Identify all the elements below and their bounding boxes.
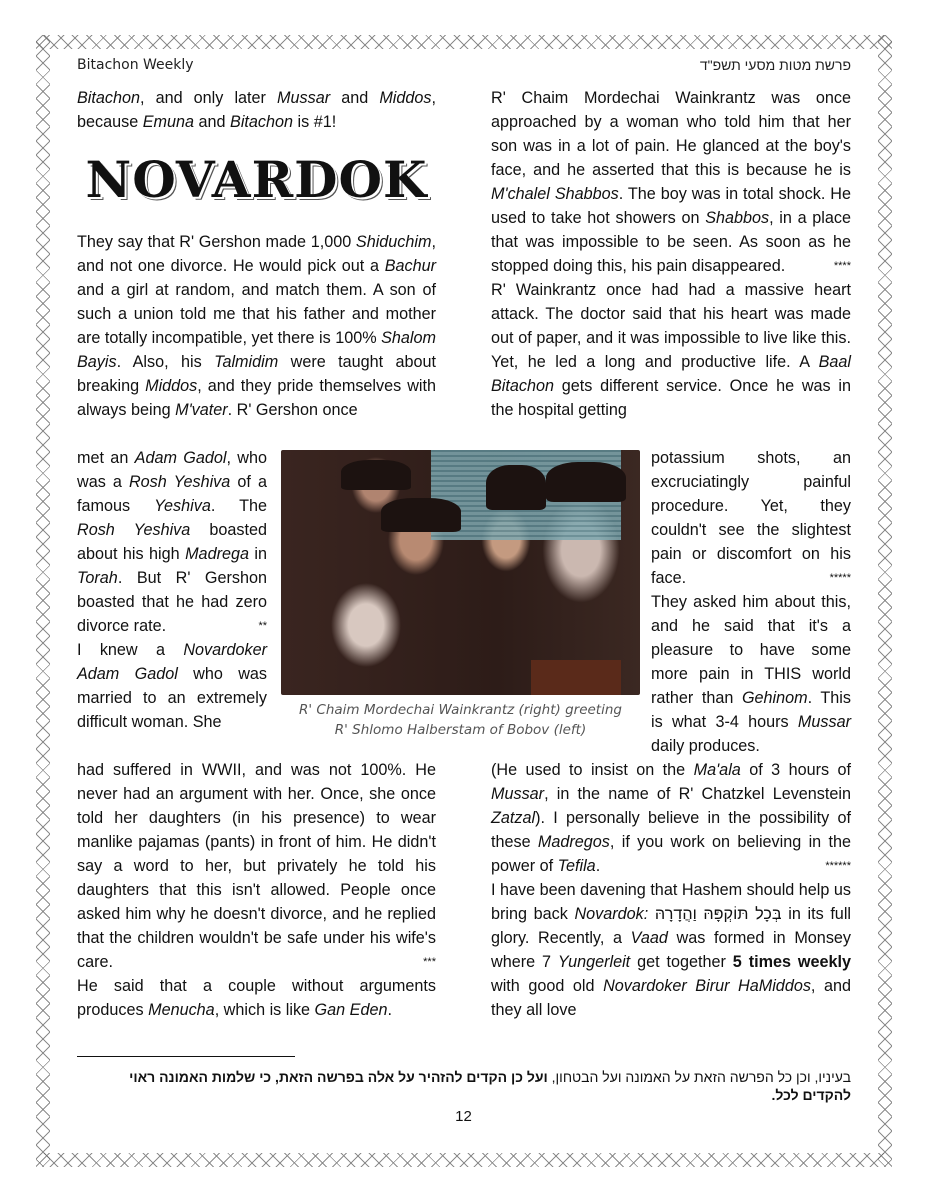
decorative-border-right — [878, 35, 892, 1167]
photo-book — [531, 660, 621, 695]
footnote — [77, 1068, 851, 1104]
right-paragraph-2: R' Wainkrantz once had had a massive heart attack. The doctor said that his heart was made out of paper, and it was impossible to live like this. Yet, he led a long and productive life. A Baal Bitachon gets different service. Once he was in the hospital getting — [491, 281, 851, 419]
separator-stars: ** — [258, 620, 267, 632]
separator-stars: ***** — [829, 572, 851, 584]
right-paragraph-3-cont: (He used to insist on the Ma'ala of 3 hours of Mussar, in the name of R' Chatzkel Levenstein Zatzal). I personally believe in the possibility of these Madregos, if you work on believing in the power of Tefila. — [491, 761, 851, 875]
separator-stars: *** — [423, 956, 436, 968]
caption-line-1: R' Chaim Mordechai Wainkrantz (right) greeting — [299, 702, 622, 718]
separator-stars: ****** — [825, 860, 851, 872]
photo-hat — [381, 498, 461, 532]
section-title: NOVARDOK — [85, 150, 428, 209]
photo-rabbis-greeting — [281, 450, 640, 695]
left-paragraph-1: They say that R' Gershon made 1,000 Shiduchim, and not one divorce. He would pick out a Bachur and a girl at random, and match them. A son of such a union told me that his father and mother are totally incompatible, yet there is 100% Shalom Bayis. Also, his Talmidim were taught about breaking Middos, and they pride themselves with always being M'vater. R' Gershon once — [77, 233, 437, 419]
caption-line-2: R' Shlomo Halberstam of Bobov (left) — [334, 722, 587, 738]
left-bottom-text — [77, 758, 436, 1022]
page-number: 12 — [455, 1108, 472, 1125]
right-paragraph-3: They asked him about this, and he said that it's a pleasure to have some more pain in THIS world rather than Gehinom. This is what 3-4 hours Mussar daily produces. — [651, 593, 851, 755]
left-narrow-column — [77, 446, 267, 734]
right-paragraph-1: R' Chaim Mordechai Wainkrantz was once approached by a woman who told him that her son was in a lot of pain. He glanced at the boy's face, and he asserted that this is because he is M'chalel Shabbos. The boy was in total shock. He used to take hot showers on Shabbos, in a place that was impossible to be seen. As soon as he stopped doing this, his pain disappeared. — [491, 89, 851, 275]
right-paragraph-2-cont: potassium shots, an excruciatingly painful procedure. Yet, they couldn't see the slightest pain or discomfort on his face. — [651, 449, 851, 587]
right-bottom-text — [491, 758, 851, 1022]
photo-hat — [546, 462, 626, 502]
photo-caption — [281, 700, 640, 740]
left-paragraph-2: I knew a Novardoker Adam Gadol who was married to an extremely difficult woman. She — [77, 641, 267, 731]
decorative-border-bottom — [36, 1153, 892, 1167]
right-top-text — [491, 86, 851, 422]
left-paragraph-3: He said that a couple without arguments produces Menucha, which is like Gan Eden. — [77, 977, 436, 1019]
left-paragraph-1-cont: met an Adam Gadol, who was a Rosh Yeshiva of a famous Yeshiva. The Rosh Yeshiva boasted about his high Madrega in Torah. But R' Gershon boasted that he had zero divorce rate. — [77, 449, 267, 635]
right-paragraph-4: I have been davening that Hashem should help us bring back Novardok: בְּכָל תּוֹקְפָּהּ וַהֲדָרָהּ in its full glory. Recently, a Vaad was formed in Monsey where 7 Yungerleit get together 5 times weekly with good old Novardoker Birur HaMiddos, and they all love — [491, 881, 852, 1019]
footnote-separator — [77, 1056, 295, 1057]
footnote-text: בעיניו, וכן כל הפרשה הזאת על האמונה ועל הבטחון, — [547, 1069, 851, 1085]
decorative-border-top — [36, 35, 892, 49]
photo-hat — [341, 460, 411, 490]
right-narrow-column — [651, 446, 851, 758]
separator-stars: **** — [833, 260, 851, 272]
header-publication-name: Bitachon Weekly — [77, 57, 194, 73]
left-intro-text: Bitachon, and only later Mussar and Middos, because Emuna and Bitachon is #1! — [77, 89, 436, 131]
left-paragraph-2-cont: had suffered in WWII, and was not 100%. He never had an argument with her. Once, she once told her daughters (in his presence) to wear manlike pajamas (pants) in front of him. He didn't say a word to her, but privately he told his daughters that this isn't allowed. People once asked him why he doesn't divorce, and he replied that the children wouldn't be safe under his wife's care. — [77, 761, 436, 971]
decorative-border-left — [36, 35, 50, 1167]
photo-hat — [486, 465, 546, 510]
header-parsha-title: פרשת מטות מסעי תשפ"ד — [699, 57, 851, 73]
footnote-bold-text: ועל כן הקדים להזהיר על אלה בפרשה הזאת, כי שלמות האמונה ראוי להקדים לכל. — [129, 1069, 851, 1103]
